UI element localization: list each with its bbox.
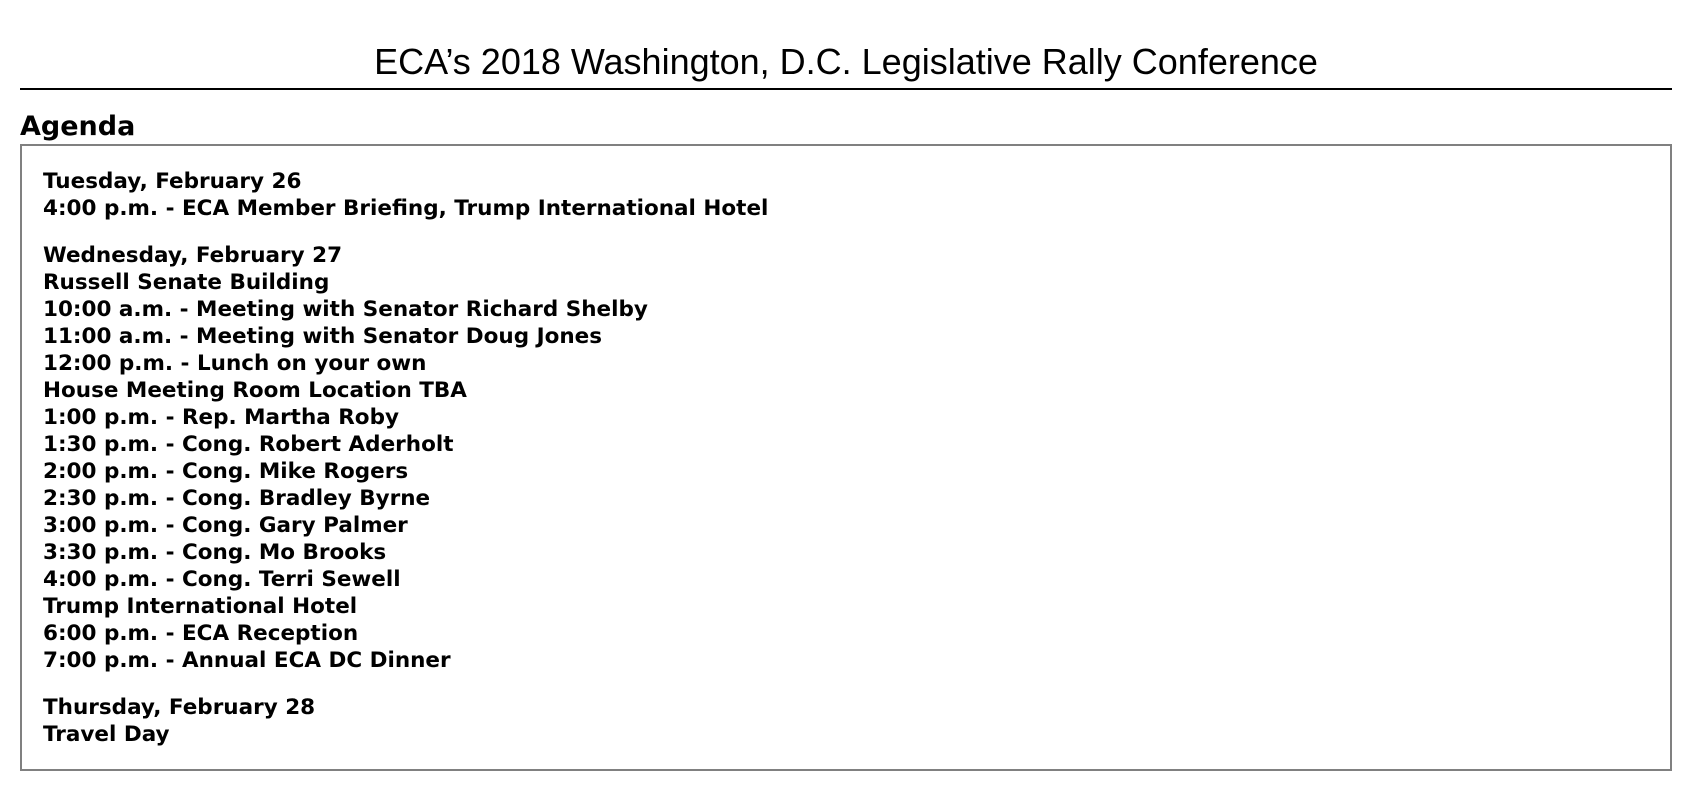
agenda-item: 2:00 p.m. - Cong. Mike Rogers (43, 459, 409, 484)
agenda-day-block (43, 242, 1670, 674)
agenda-day-block (43, 694, 1670, 748)
agenda-item: Trump International Hotel (43, 594, 358, 619)
agenda-item: 1:30 p.m. - Cong. Robert Aderholt (43, 432, 454, 457)
page-title: ECA’s 2018 Washington, D.C. Legislative Rally Conference (20, 0, 1672, 90)
agenda-item: House Meeting Room Location TBA (43, 378, 467, 403)
agenda-item: 7:00 p.m. - Annual ECA DC Dinner (43, 648, 451, 673)
agenda-item: 12:00 p.m. - Lunch on your own (43, 351, 427, 376)
agenda-day-heading: Wednesday, February 27 (43, 243, 343, 268)
document-page (20, 0, 1672, 771)
agenda-item: 4:00 p.m. - Cong. Terri Sewell (43, 567, 401, 592)
agenda-item: 10:00 a.m. - Meeting with Senator Richard Shelby (43, 297, 648, 322)
agenda-item: 2:30 p.m. - Cong. Bradley Byrne (43, 486, 431, 511)
agenda-day-block (43, 168, 1670, 222)
agenda-heading: Agenda (20, 111, 136, 142)
agenda-day-heading: Thursday, February 28 (43, 695, 316, 720)
agenda-item: 4:00 p.m. - ECA Member Briefing, Trump International Hotel (43, 196, 769, 221)
agenda-box (20, 144, 1672, 771)
agenda-item: 11:00 a.m. - Meeting with Senator Doug Jones (43, 324, 603, 349)
agenda-item: 1:00 p.m. - Rep. Martha Roby (43, 405, 399, 430)
agenda-item: 3:00 p.m. - Cong. Gary Palmer (43, 513, 408, 538)
agenda-item: 6:00 p.m. - ECA Reception (43, 621, 359, 646)
agenda-item: Travel Day (43, 722, 170, 747)
agenda-item: Russell Senate Building (43, 270, 330, 295)
agenda-day-heading: Tuesday, February 26 (43, 169, 302, 194)
agenda-item: 3:30 p.m. - Cong. Mo Brooks (43, 540, 387, 565)
